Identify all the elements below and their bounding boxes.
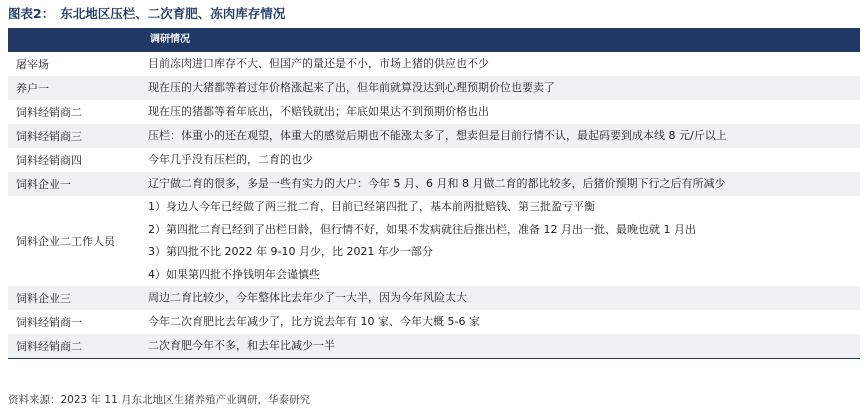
row-name: 屠宰场 (16, 58, 49, 71)
row-name: 饲料企业一 (16, 178, 71, 191)
row-content: 今年二次育肥比去年减少了，比方说去年有 10 家、今年大概 5-6 家 (148, 315, 480, 328)
row-content: 二次育肥今年不多，和去年比减少一半 (148, 339, 335, 352)
figure-title-text: 东北地区压栏、二次育肥、冻肉库存情况 (60, 6, 286, 21)
table-row (8, 124, 860, 148)
row-name: 饲料企业二工作人员 (16, 235, 115, 248)
table-row (8, 172, 860, 196)
table-row (8, 76, 860, 100)
row-content: 压栏：体重小的还在观望，体重大的感觉后期也不能涨太多了，想卖但是目前行情不认，最起码要到成本线 8 元/斤以上 (148, 129, 727, 142)
row-content: 辽宁做二育的很多，多是一些有实力的大户：今年 5 月、6 月和 8 月做二育的都比较多，后猪价预期下行之后有所减少 (148, 177, 726, 190)
row-name: 饲料经销商二 (16, 106, 82, 119)
row-content: 周边二育比较少，今年整体比去年少了一大半，因为今年风险太大 (148, 291, 467, 304)
row-name: 饲料经销商一 (16, 316, 82, 329)
row-name: 养户一 (16, 82, 49, 95)
content-line: 4）如果第四批不挣钱明年会谨慎些 (148, 267, 320, 281)
source-note: 资料来源：2023 年 11 月东北地区生猪养殖产业调研，华泰研究 (8, 394, 311, 406)
row-content (148, 196, 860, 286)
row-name: 饲料经销商四 (16, 154, 82, 167)
table-row (8, 148, 860, 172)
row-content: 现在压的猪都等着年底出，不赔钱就出；年底如果达不到预期价格也出 (148, 105, 489, 118)
figure-number: 图表2： (8, 6, 55, 21)
table-header (8, 28, 860, 52)
content-line: 2）第四批二育已经到了出栏日龄，但行情不好，如果不发病就往后推出栏，准备 12 月出一批、最晚也就 1 月出 (148, 222, 696, 236)
row-content: 现在压的大猪都等着过年价格涨起来了出，但年前就算没达到心理预期价位也要卖了 (148, 81, 555, 94)
table-row (8, 52, 860, 76)
figure-title (8, 4, 285, 24)
content-line: 1）身边人今年已经做了两三批二育，目前已经第四批了，基本前两批赔钱、第三批盈亏平衡 (148, 200, 595, 213)
row-content: 目前冻肉进口库存不大、但国产的量还是不小，市场上猪的供应也不少 (148, 57, 489, 70)
table-row (8, 196, 860, 286)
survey-table (8, 28, 860, 359)
table-row (8, 334, 860, 358)
table-row (8, 100, 860, 124)
table-row (8, 310, 860, 334)
header-survey-label: 调研情况 (150, 34, 190, 45)
row-content: 今年几乎没有压栏的，二育的也少 (148, 153, 313, 166)
content-line: 3）第四批不比 2022 年 9-10 月少，比 2021 年少一部分 (148, 245, 433, 258)
table-row (8, 286, 860, 310)
row-name: 饲料经销商三 (16, 130, 82, 143)
row-name: 饲料经销商二 (16, 340, 82, 353)
row-name: 饲料企业三 (16, 292, 71, 305)
